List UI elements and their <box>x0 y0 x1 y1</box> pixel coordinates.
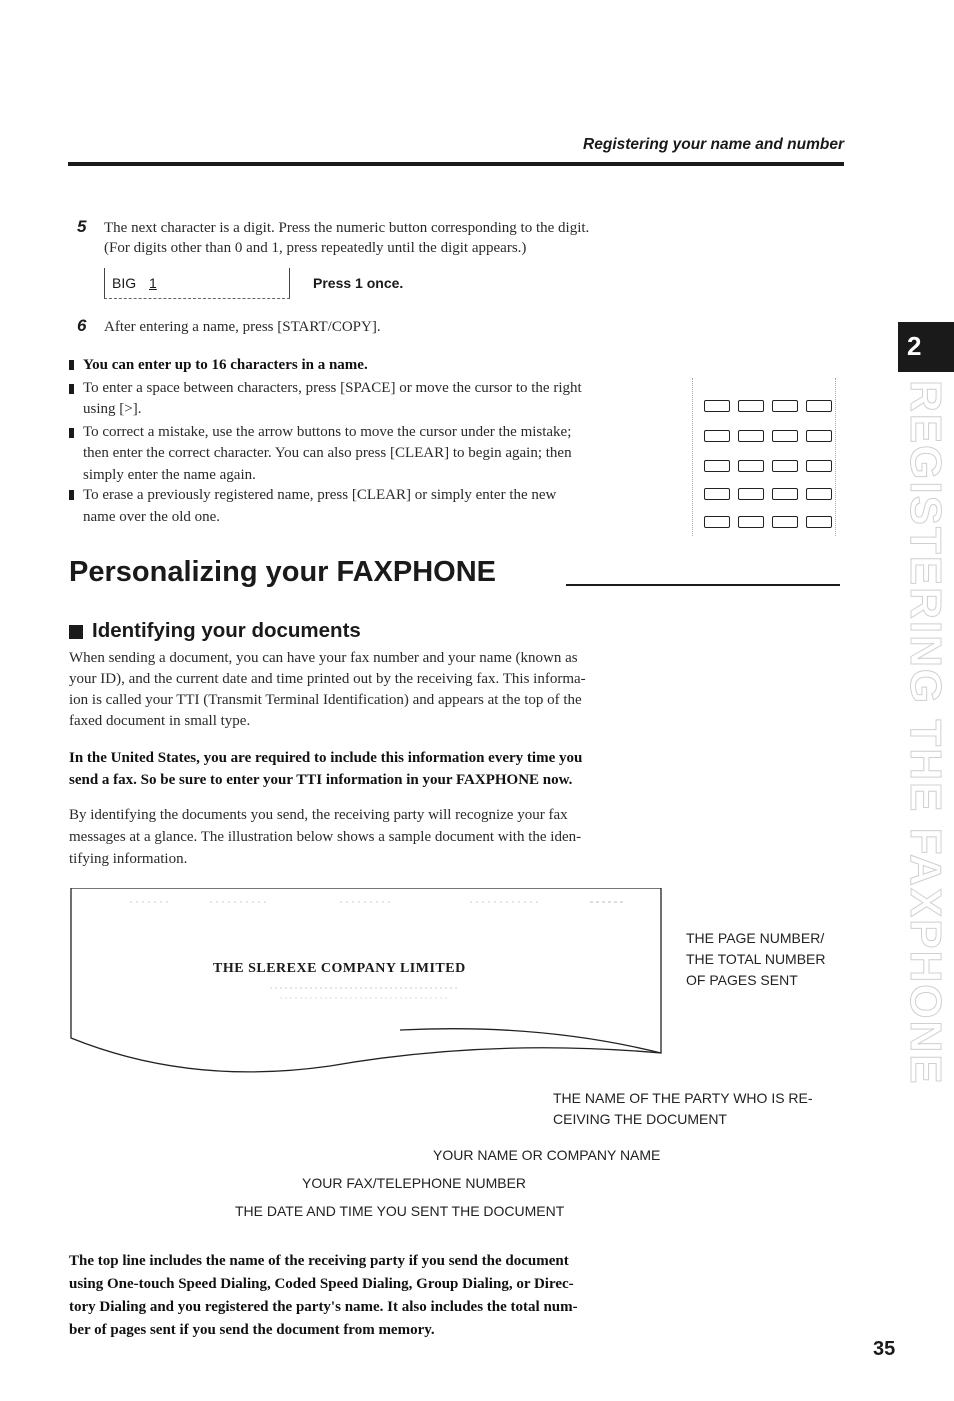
intro-line-4: faxed document in small type. <box>69 713 251 729</box>
caption-page-number-3: OF PAGES SENT <box>686 972 798 988</box>
header-rule <box>68 162 844 166</box>
page-number: 35 <box>873 1338 896 1360</box>
step-6-number: 6 <box>77 316 87 335</box>
note-3-line-3: simply enter the name again. <box>83 467 256 483</box>
chapter-tab-number: 2 <box>907 331 922 361</box>
step-6-line-1: After entering a name, press [START/COPY]. <box>104 319 381 335</box>
lcd-cursor-char: 1 <box>149 275 157 291</box>
subsection-title: Identifying your documents <box>92 619 361 642</box>
sample-fax-document <box>70 888 662 1078</box>
note-3-line-2: then enter the correct character. You can also press [CLEAR] to begin again; then <box>83 445 572 461</box>
caption-receiver-1: THE NAME OF THE PARTY WHO IS RE- <box>553 1090 813 1106</box>
note-4-line-1: To erase a previously registered name, press [CLEAR] or simply enter the new <box>83 487 557 503</box>
example-line-3: tifying information. <box>69 851 188 867</box>
note-2-line-1: To enter a space between characters, press [SPACE] or move the cursor to the right <box>83 380 582 396</box>
example-line-1: By identifying the documents you send, the receiving party will recognize your fax <box>69 807 568 823</box>
section-title: Personalizing your FAXPHONE <box>69 556 497 588</box>
footer-line-2: using One-touch Speed Dialing, Coded Speed Dialing, Group Dialing, or Direc- <box>69 1276 574 1292</box>
one-touch-keypad-illustration <box>692 378 836 538</box>
footer-line-4: ber of pages sent if you send the document from memory. <box>69 1322 435 1338</box>
step-5-line-1: The next character is a digit. Press the numeric button corresponding to the digit. <box>104 220 590 236</box>
caption-your-fax: YOUR FAX/TELEPHONE NUMBER <box>302 1175 527 1191</box>
chapter-side-watermark: REGISTERING THE FAXPHONE <box>901 380 950 1086</box>
footer-line-1: The top line includes the name of the receiving party if you send the document <box>69 1253 569 1269</box>
sample-document-outline <box>70 888 662 1078</box>
subsection-bullet <box>69 625 83 639</box>
example-line-2: messages at a glance. The illustration below shows a sample document with the iden- <box>69 829 582 845</box>
note-bullet <box>69 428 74 438</box>
intro-line-3: ion is called your TTI (Transmit Terminal Identification) and appears at the top of the <box>69 692 582 708</box>
note-bullet <box>69 384 74 394</box>
caption-receiver-2: CEIVING THE DOCUMENT <box>553 1111 727 1127</box>
step-5-line-2: (For digits other than 0 and 1, press repeatedly until the digit appears.) <box>104 240 527 256</box>
running-header: Registering your name and number <box>583 136 844 153</box>
step-5-number: 5 <box>77 217 87 236</box>
notice-line-1: In the United States, you are required to include this information every time you <box>69 750 583 766</box>
note-2-line-2: using [>]. <box>83 401 142 417</box>
note-bullet <box>69 360 74 370</box>
note-3-line-1: To correct a mistake, use the arrow buttons to move the cursor under the mistake; <box>83 424 572 440</box>
note-bullet <box>69 490 74 500</box>
intro-line-1: When sending a document, you can have your fax number and your name (known as <box>69 650 578 666</box>
lcd-display-text: BIG <box>112 275 137 291</box>
section-title-rule <box>566 584 840 586</box>
note-4-line-2: name over the old one. <box>83 509 221 525</box>
intro-line-2: your ID), and the current date and time printed out by the receiving fax. This informa- <box>69 671 586 687</box>
caption-date-time: THE DATE AND TIME YOU SENT THE DOCUMENT <box>235 1203 565 1219</box>
lcd-instruction: Press 1 once. <box>313 275 404 291</box>
footer-line-3: tory Dialing and you registered the party's name. It also includes the total num- <box>69 1299 578 1315</box>
caption-page-number-1: THE PAGE NUMBER/ <box>686 930 825 946</box>
note-1-line-1: You can enter up to 16 characters in a name. <box>83 357 368 373</box>
caption-your-name: YOUR NAME OR COMPANY NAME <box>433 1147 661 1163</box>
notice-line-2: send a fax. So be sure to enter your TTI information in your FAXPHONE now. <box>69 772 573 788</box>
sample-company-name: THE SLEREXE COMPANY LIMITED <box>213 961 466 976</box>
caption-page-number-2: THE TOTAL NUMBER <box>686 951 826 967</box>
